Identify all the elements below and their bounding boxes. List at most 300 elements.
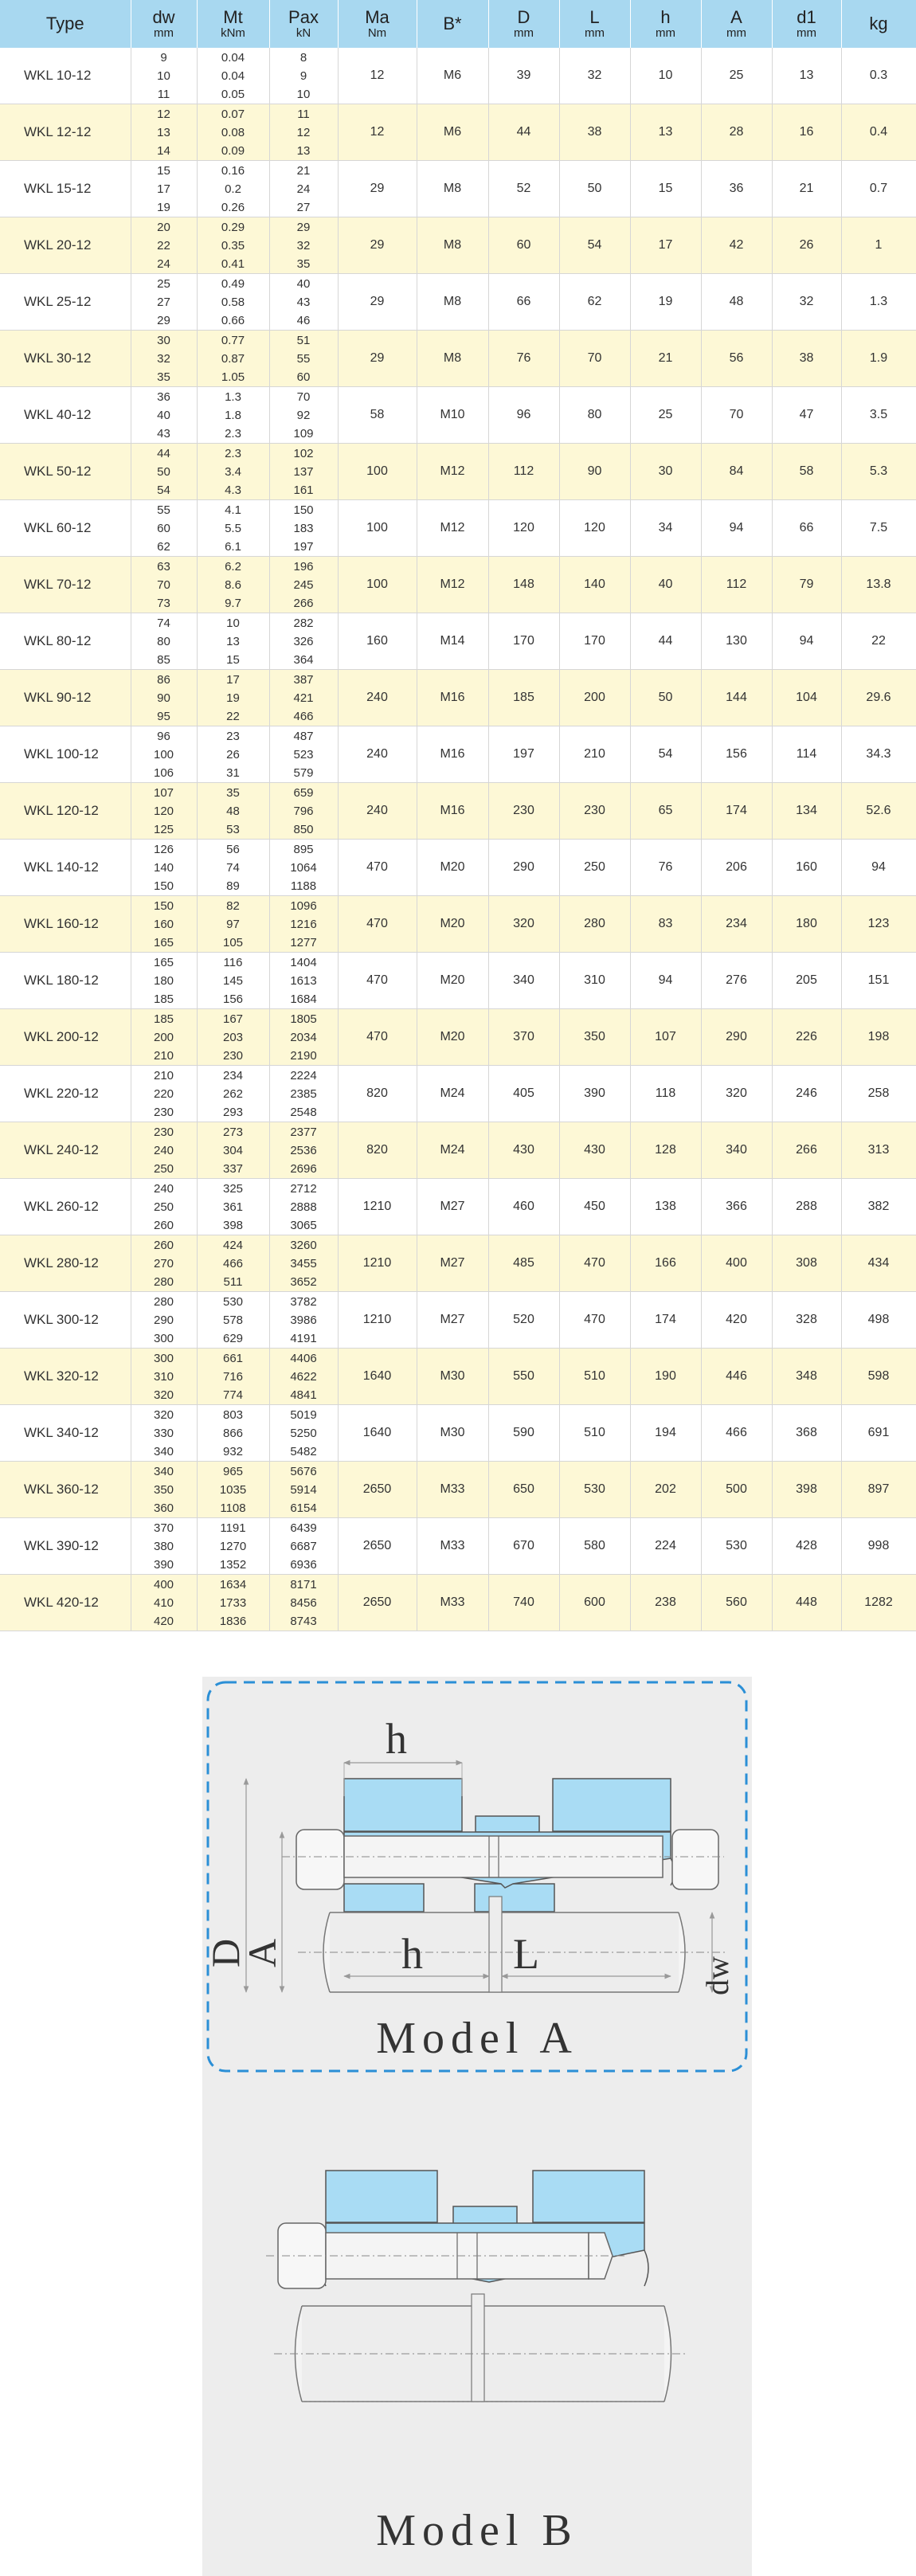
cell-d: 340: [488, 953, 559, 1009]
cell-a: 48: [701, 274, 772, 331]
cell-dw: [131, 217, 197, 274]
cell-value: 320: [153, 1388, 174, 1402]
cell-value: 466: [222, 1256, 244, 1270]
column-header-unit: kNm: [221, 26, 245, 40]
cell-l: 70: [559, 331, 630, 387]
cell-value: 11: [297, 107, 310, 121]
cell-b: M20: [417, 896, 488, 953]
cell-type: WKL 10-12: [0, 48, 131, 104]
cell-type: WKL 70-12: [0, 557, 131, 613]
cell-l: 50: [559, 161, 630, 217]
cell-kg: 7.5: [841, 500, 916, 557]
cell-value: 1805: [290, 1012, 317, 1026]
cell-kg: 34.3: [841, 726, 916, 783]
cell-value: 282: [293, 616, 314, 630]
table-row: [0, 104, 916, 161]
cell-value: 774: [222, 1388, 244, 1402]
cell-value: 1.3: [225, 390, 241, 404]
cell-value: 185: [153, 1012, 174, 1026]
cell-pax: [269, 1066, 338, 1122]
cell-value: 293: [222, 1105, 244, 1119]
drawing-panel: [202, 1677, 752, 2576]
cell-value: 13: [226, 634, 240, 648]
cell-value: 46: [296, 313, 311, 327]
cell-b: M10: [417, 387, 488, 444]
cell-h: 13: [630, 104, 701, 161]
cell-l: 54: [559, 217, 630, 274]
cell-ma: 29: [338, 274, 417, 331]
cell-a: 206: [701, 840, 772, 896]
cell-dw: [131, 1235, 197, 1292]
cell-value: 55: [296, 351, 311, 366]
cell-dw: [131, 1122, 197, 1179]
cell-value: 13: [296, 143, 311, 158]
cell-value: 125: [153, 822, 174, 836]
cell-pax: [269, 1292, 338, 1349]
cell-value: 74: [157, 616, 170, 630]
cell-h: 128: [630, 1122, 701, 1179]
cell-d: 148: [488, 557, 559, 613]
cell-value: 6.1: [225, 539, 241, 554]
cell-h: 138: [630, 1179, 701, 1235]
cell-ma: 240: [338, 783, 417, 840]
cell-value: 300: [153, 1351, 174, 1365]
cell-mt: [197, 1122, 269, 1179]
cell-h: 94: [630, 953, 701, 1009]
cell-l: 200: [559, 670, 630, 726]
cell-h: 44: [630, 613, 701, 670]
table-row: [0, 331, 916, 387]
table-row: [0, 274, 916, 331]
cell-value: 421: [293, 691, 314, 705]
cell-a: 366: [701, 1179, 772, 1235]
cell-kg: 1.9: [841, 331, 916, 387]
cell-value: 424: [222, 1238, 244, 1252]
cell-d1: 114: [772, 726, 841, 783]
cell-value: 40: [157, 408, 170, 422]
cell-value: 150: [293, 503, 314, 517]
cell-value: 0.09: [221, 143, 245, 158]
cell-value: 24: [157, 256, 170, 271]
cell-value: 165: [153, 955, 174, 969]
cell-value: 109: [293, 426, 314, 440]
cell-value: 2.3: [225, 446, 241, 460]
model-a-bolt-shaft: [344, 1836, 663, 1877]
cell-value: 398: [222, 1218, 244, 1232]
cell-value: 965: [222, 1464, 244, 1478]
cell-kg: 1282: [841, 1575, 916, 1631]
cell-value: 62: [157, 539, 170, 554]
cell-b: M30: [417, 1405, 488, 1462]
cell-value: 410: [153, 1595, 174, 1610]
cell-ma: 470: [338, 840, 417, 896]
cell-value: 150: [153, 898, 174, 913]
cell-ma: 12: [338, 104, 417, 161]
cell-a: 84: [701, 444, 772, 500]
cell-d: 112: [488, 444, 559, 500]
cell-pax: [269, 217, 338, 274]
cell-value: 29: [157, 313, 170, 327]
cell-ma: 2650: [338, 1462, 417, 1518]
cell-value: 116: [223, 955, 243, 969]
cell-l: 510: [559, 1349, 630, 1405]
cell-value: 102: [293, 446, 314, 460]
cell-value: 2888: [290, 1200, 317, 1214]
cell-value: 40: [296, 276, 311, 291]
cell-b: M27: [417, 1292, 488, 1349]
cell-value: 1352: [219, 1557, 247, 1572]
cell-ma: 820: [338, 1122, 417, 1179]
cell-ma: 470: [338, 953, 417, 1009]
cell-value: 1064: [290, 860, 317, 875]
model-a-left-collar: [344, 1884, 424, 1912]
cell-mt: [197, 953, 269, 1009]
table-row: [0, 161, 916, 217]
cell-l: 210: [559, 726, 630, 783]
cell-h: 118: [630, 1066, 701, 1122]
cell-value: 0.26: [221, 200, 245, 214]
cell-value: 4.3: [225, 483, 241, 497]
cell-value: 2034: [290, 1030, 317, 1044]
cell-dw: [131, 1462, 197, 1518]
cell-a: 290: [701, 1009, 772, 1066]
cell-type: WKL 120-12: [0, 783, 131, 840]
cell-mt: [197, 274, 269, 331]
cell-dw: [131, 387, 197, 444]
cell-h: 19: [630, 274, 701, 331]
cell-a: 25: [701, 48, 772, 104]
cell-d: 39: [488, 48, 559, 104]
cell-value: 3.4: [225, 464, 241, 479]
model-a-drawing: [203, 1682, 746, 2071]
cell-a: 94: [701, 500, 772, 557]
cell-value: 55: [157, 503, 170, 517]
cell-value: 95: [157, 709, 170, 723]
cell-a: 500: [701, 1462, 772, 1518]
cell-d1: 328: [772, 1292, 841, 1349]
cell-value: 340: [153, 1444, 174, 1458]
cell-value: 97: [226, 917, 240, 931]
cell-d1: 348: [772, 1349, 841, 1405]
cell-pax: [269, 1349, 338, 1405]
cell-l: 90: [559, 444, 630, 500]
cell-l: 390: [559, 1066, 630, 1122]
cell-dw: [131, 1349, 197, 1405]
cell-l: 350: [559, 1009, 630, 1066]
cell-value: 137: [293, 464, 314, 479]
cell-value: 579: [293, 765, 314, 780]
cell-d: 405: [488, 1066, 559, 1122]
cell-kg: 1.3: [841, 274, 916, 331]
cell-value: 1108: [220, 1501, 246, 1515]
cell-dw: [131, 613, 197, 670]
cell-value: 280: [153, 1294, 174, 1309]
cell-value: 22: [157, 238, 170, 253]
cell-d1: 13: [772, 48, 841, 104]
cell-value: 4191: [290, 1331, 317, 1345]
column-header-label: L: [589, 7, 600, 27]
cell-value: 200: [153, 1030, 174, 1044]
column-header-label: Pax: [288, 7, 319, 27]
cell-a: 560: [701, 1575, 772, 1631]
cell-mt: [197, 896, 269, 953]
cell-value: 6.2: [225, 559, 241, 574]
cell-dw: [131, 1518, 197, 1575]
cell-value: 9: [160, 50, 167, 65]
cell-value: 1.8: [225, 408, 241, 422]
cell-d: 550: [488, 1349, 559, 1405]
cell-l: 580: [559, 1518, 630, 1575]
model-a-caption: Model A: [376, 2014, 578, 2063]
model-a-center-cap: [476, 1816, 539, 1832]
cell-value: 29: [296, 220, 311, 234]
cell-pax: [269, 1179, 338, 1235]
cell-type: WKL 15-12: [0, 161, 131, 217]
cell-value: 340: [153, 1464, 174, 1478]
cell-value: 1191: [220, 1521, 246, 1535]
cell-value: 60: [296, 370, 311, 384]
column-header-label: d1: [797, 7, 816, 27]
cell-b: M8: [417, 331, 488, 387]
cell-mt: [197, 444, 269, 500]
cell-type: WKL 90-12: [0, 670, 131, 726]
cell-value: 74: [226, 860, 240, 875]
cell-dw: [131, 104, 197, 161]
cell-value: 337: [222, 1161, 244, 1176]
cell-h: 30: [630, 444, 701, 500]
cell-value: 25: [157, 276, 170, 291]
cell-d1: 21: [772, 161, 841, 217]
cell-h: 54: [630, 726, 701, 783]
cell-value: 180: [153, 973, 174, 988]
cell-value: 24: [296, 182, 311, 196]
cell-b: M12: [417, 557, 488, 613]
cell-b: M12: [417, 500, 488, 557]
cell-a: 144: [701, 670, 772, 726]
header-row: [0, 0, 916, 48]
cell-d1: 368: [772, 1405, 841, 1462]
cell-type: WKL 50-12: [0, 444, 131, 500]
cell-value: 5.5: [225, 521, 241, 535]
cell-type: WKL 20-12: [0, 217, 131, 274]
table-row: [0, 1009, 916, 1066]
table-header: [0, 0, 916, 48]
cell-value: 17: [226, 672, 240, 687]
cell-value: 4622: [290, 1369, 317, 1384]
cell-mt: [197, 104, 269, 161]
cell-d: 76: [488, 331, 559, 387]
cell-value: 240: [153, 1143, 174, 1157]
column-header-unit: kN: [296, 26, 311, 40]
cell-value: 13: [157, 125, 170, 139]
column-header: [417, 0, 488, 48]
cell-value: 14: [157, 143, 170, 158]
cell-dw: [131, 726, 197, 783]
cell-value: 80: [157, 634, 170, 648]
cell-l: 470: [559, 1235, 630, 1292]
cell-value: 250: [153, 1200, 174, 1214]
cell-a: 112: [701, 557, 772, 613]
cell-b: M12: [417, 444, 488, 500]
cell-value: 11: [157, 87, 170, 101]
cell-d1: 32: [772, 274, 841, 331]
cell-value: 2377: [290, 1125, 317, 1139]
cell-l: 530: [559, 1462, 630, 1518]
cell-type: WKL 60-12: [0, 500, 131, 557]
cell-a: 320: [701, 1066, 772, 1122]
cell-value: 1216: [290, 917, 317, 931]
table-row: [0, 613, 916, 670]
cell-kg: 13.8: [841, 557, 916, 613]
cell-a: 174: [701, 783, 772, 840]
column-header: [772, 0, 841, 48]
column-header-label: A: [730, 7, 742, 27]
cell-a: 156: [701, 726, 772, 783]
cell-a: 36: [701, 161, 772, 217]
cell-value: 290: [153, 1313, 174, 1327]
cell-h: 25: [630, 387, 701, 444]
cell-value: 220: [153, 1086, 174, 1101]
cell-value: 27: [296, 200, 311, 214]
cell-ma: 1210: [338, 1292, 417, 1349]
cell-pax: [269, 387, 338, 444]
cell-b: M27: [417, 1179, 488, 1235]
column-header: [131, 0, 197, 48]
model-a-label-dw: dw: [699, 1956, 735, 1995]
table-row: [0, 217, 916, 274]
cell-h: 107: [630, 1009, 701, 1066]
cell-type: WKL 30-12: [0, 331, 131, 387]
cell-value: 63: [157, 559, 170, 574]
cell-value: 530: [222, 1294, 244, 1309]
table-row: [0, 1518, 916, 1575]
cell-kg: 198: [841, 1009, 916, 1066]
cell-value: 230: [222, 1048, 244, 1063]
model-a-label-h-top: h: [386, 1715, 407, 1763]
cell-pax: [269, 670, 338, 726]
cell-value: 1277: [290, 935, 317, 949]
cell-d: 230: [488, 783, 559, 840]
cell-value: 1096: [290, 898, 317, 913]
cell-value: 466: [293, 709, 314, 723]
table-row: [0, 387, 916, 444]
cell-value: 23: [226, 729, 240, 743]
cell-pax: [269, 1462, 338, 1518]
cell-pax: [269, 840, 338, 896]
cell-d1: 266: [772, 1122, 841, 1179]
cell-d: 185: [488, 670, 559, 726]
cell-a: 276: [701, 953, 772, 1009]
cell-value: 320: [153, 1407, 174, 1422]
cell-kg: 3.5: [841, 387, 916, 444]
cell-ma: 2650: [338, 1575, 417, 1631]
cell-l: 450: [559, 1179, 630, 1235]
model-a-label-l: L: [513, 1930, 539, 1978]
cell-value: 5019: [290, 1407, 317, 1422]
column-header-label: B*: [443, 14, 462, 33]
cell-value: 90: [157, 691, 170, 705]
cell-value: 2190: [290, 1048, 317, 1063]
cell-value: 511: [223, 1274, 243, 1289]
cell-type: WKL 340-12: [0, 1405, 131, 1462]
column-header-unit: mm: [154, 26, 174, 40]
cell-value: 51: [296, 333, 311, 347]
column-header: [630, 0, 701, 48]
cell-value: 210: [153, 1068, 174, 1082]
cell-l: 80: [559, 387, 630, 444]
cell-value: 4.1: [225, 503, 241, 517]
cell-ma: 1640: [338, 1405, 417, 1462]
cell-value: 2385: [290, 1086, 317, 1101]
cell-value: 629: [222, 1331, 244, 1345]
cell-b: M24: [417, 1066, 488, 1122]
cell-dw: [131, 1066, 197, 1122]
model-a-right-collar: [475, 1884, 554, 1912]
cell-d: 290: [488, 840, 559, 896]
cell-value: 234: [222, 1068, 244, 1082]
cell-pax: [269, 1518, 338, 1575]
model-a-bolt-head: [296, 1830, 344, 1889]
cell-type: WKL 260-12: [0, 1179, 131, 1235]
cell-value: 167: [222, 1012, 244, 1026]
cell-l: 280: [559, 896, 630, 953]
cell-value: 2548: [290, 1105, 317, 1119]
cell-value: 8: [299, 50, 307, 65]
column-header-label: Type: [45, 14, 84, 33]
table-row: [0, 557, 916, 613]
column-header: [488, 0, 559, 48]
cell-value: 10: [157, 69, 170, 83]
cell-d1: 38: [772, 331, 841, 387]
cell-value: 6439: [290, 1521, 317, 1535]
cell-value: 262: [222, 1086, 244, 1101]
cell-d1: 26: [772, 217, 841, 274]
cell-pax: [269, 1575, 338, 1631]
cell-value: 60: [157, 521, 170, 535]
cell-kg: 151: [841, 953, 916, 1009]
column-header: [841, 0, 916, 48]
cell-l: 430: [559, 1122, 630, 1179]
cell-value: 70: [296, 390, 311, 404]
cell-mt: [197, 1009, 269, 1066]
cell-value: 203: [222, 1030, 244, 1044]
cell-kg: 5.3: [841, 444, 916, 500]
cell-l: 250: [559, 840, 630, 896]
cell-dw: [131, 1575, 197, 1631]
cell-b: M8: [417, 274, 488, 331]
cell-pax: [269, 500, 338, 557]
cell-kg: 0.4: [841, 104, 916, 161]
cell-pax: [269, 896, 338, 953]
cell-h: 83: [630, 896, 701, 953]
column-header-unit: mm: [797, 26, 816, 40]
table-row: [0, 1405, 916, 1462]
cell-mt: [197, 1235, 269, 1292]
cell-value: 6936: [290, 1557, 317, 1572]
cell-ma: 100: [338, 500, 417, 557]
column-header-unit: mm: [514, 26, 534, 40]
cell-value: 364: [293, 652, 314, 667]
cell-ma: 240: [338, 670, 417, 726]
cell-kg: 382: [841, 1179, 916, 1235]
cell-b: M8: [417, 161, 488, 217]
cell-mt: [197, 500, 269, 557]
cell-value: 96: [157, 729, 170, 743]
cell-value: 270: [153, 1256, 174, 1270]
cell-value: 1684: [290, 992, 317, 1006]
cell-h: 17: [630, 217, 701, 274]
cell-b: M20: [417, 840, 488, 896]
